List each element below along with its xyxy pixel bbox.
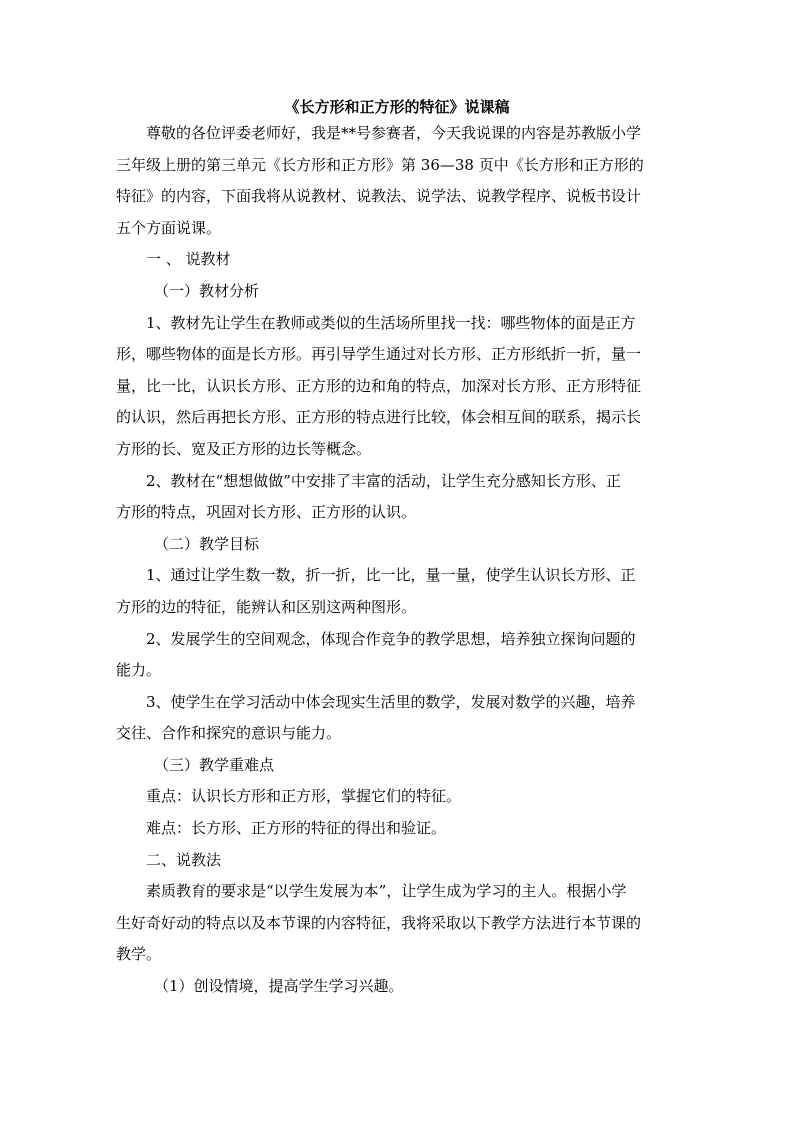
- text-line: 特征》的内容，下面我将从说教材、说教法、说学法、说教学程序、说板书设计: [116, 187, 642, 206]
- text-line: 2、发展学生的空间观念，体现合作竞争的教学思想，培养独立探询问题的: [146, 629, 636, 648]
- section-heading-teaching-method: 二、说教法: [146, 850, 222, 869]
- text-line: 形，哪些物体的面是长方形。再引导学生通过对长方形、正方形纸折一折，量一: [116, 345, 642, 364]
- text-line: 的认识，然后再把长方形、正方形的特点进行比较，体会相互间的联系，揭示长: [116, 408, 642, 427]
- text-line: 三年级上册的第三单元《长方形和正方形》第 36—38 页中《长方形和正方形的: [116, 155, 644, 174]
- text-line: 交往、合作和探究的意识与能力。: [116, 724, 342, 743]
- document-title: 《长方形和正方形的特征》说课稿: [284, 98, 510, 116]
- intro-paragraph: [116, 118, 678, 244]
- material-analysis-paragraph-2: [116, 466, 678, 529]
- key-point-text: 重点：认识长方形和正方形，掌握它们的特征。: [146, 787, 462, 806]
- text-line: 方形的特点，巩固对长方形、正方形的认识。: [116, 503, 417, 522]
- text-line: 五个方面说课。: [116, 218, 222, 237]
- text-line: 教学。: [116, 945, 162, 964]
- teaching-goal-2: [116, 624, 678, 687]
- difficult-point-text: 难点：长方形、正方形的特征的得出和验证。: [146, 819, 447, 838]
- text-line: 能力。: [116, 661, 162, 680]
- text-line: 方形的边的特征，能辨认和区别这两种图形。: [116, 597, 417, 616]
- teaching-method-paragraph: [116, 876, 678, 971]
- text-line: 方形的长、宽及正方形的边长等概念。: [116, 439, 372, 458]
- subsection-heading-key-points: （三）教学重难点: [154, 755, 275, 774]
- text-line: 生好奇好动的特点以及本节课的内容特征，我将采取以下教学方法进行本节课的: [116, 913, 642, 932]
- text-line: 量，比一比，认识长方形、正方形的边和角的特点，加深对长方形、正方形特征: [116, 376, 642, 395]
- material-analysis-paragraph-1: [116, 308, 678, 466]
- document-page: [116, 96, 678, 1003]
- text-line: 2、教材在“想想做做”中安排了丰富的活动，让学生充分感知长方形、正: [146, 471, 621, 490]
- text-line: 1、教材先让学生在教师或类似的生活场所里找一找：哪些物体的面是正方: [146, 313, 636, 332]
- teaching-method-item-1: （1）创设情境，提高学生学习兴趣。: [154, 977, 404, 996]
- teaching-goal-1: [116, 560, 678, 623]
- teaching-goal-3: [116, 687, 678, 750]
- subsection-heading-teaching-goals: （二）教学目标: [154, 534, 260, 553]
- text-line: 1、通过让学生数一数，折一折，比一比，量一量，使学生认识长方形、正: [146, 566, 636, 585]
- section-heading-teaching-material: 一 、 说教材: [146, 250, 231, 269]
- text-line: 素质教育的要求是“以学生发展为本”，让学生成为学习的主人。根据小学: [146, 882, 627, 901]
- text-line: 3、使学生在学习活动中体会现实生活里的数学，发展对数学的兴趣，培养: [146, 692, 636, 711]
- subsection-heading-material-analysis: （一）教材分析: [154, 281, 260, 300]
- text-line: 尊敬的各位评委老师好，我是**号参赛者，今天我说课的内容是苏教版小学: [146, 124, 642, 142]
